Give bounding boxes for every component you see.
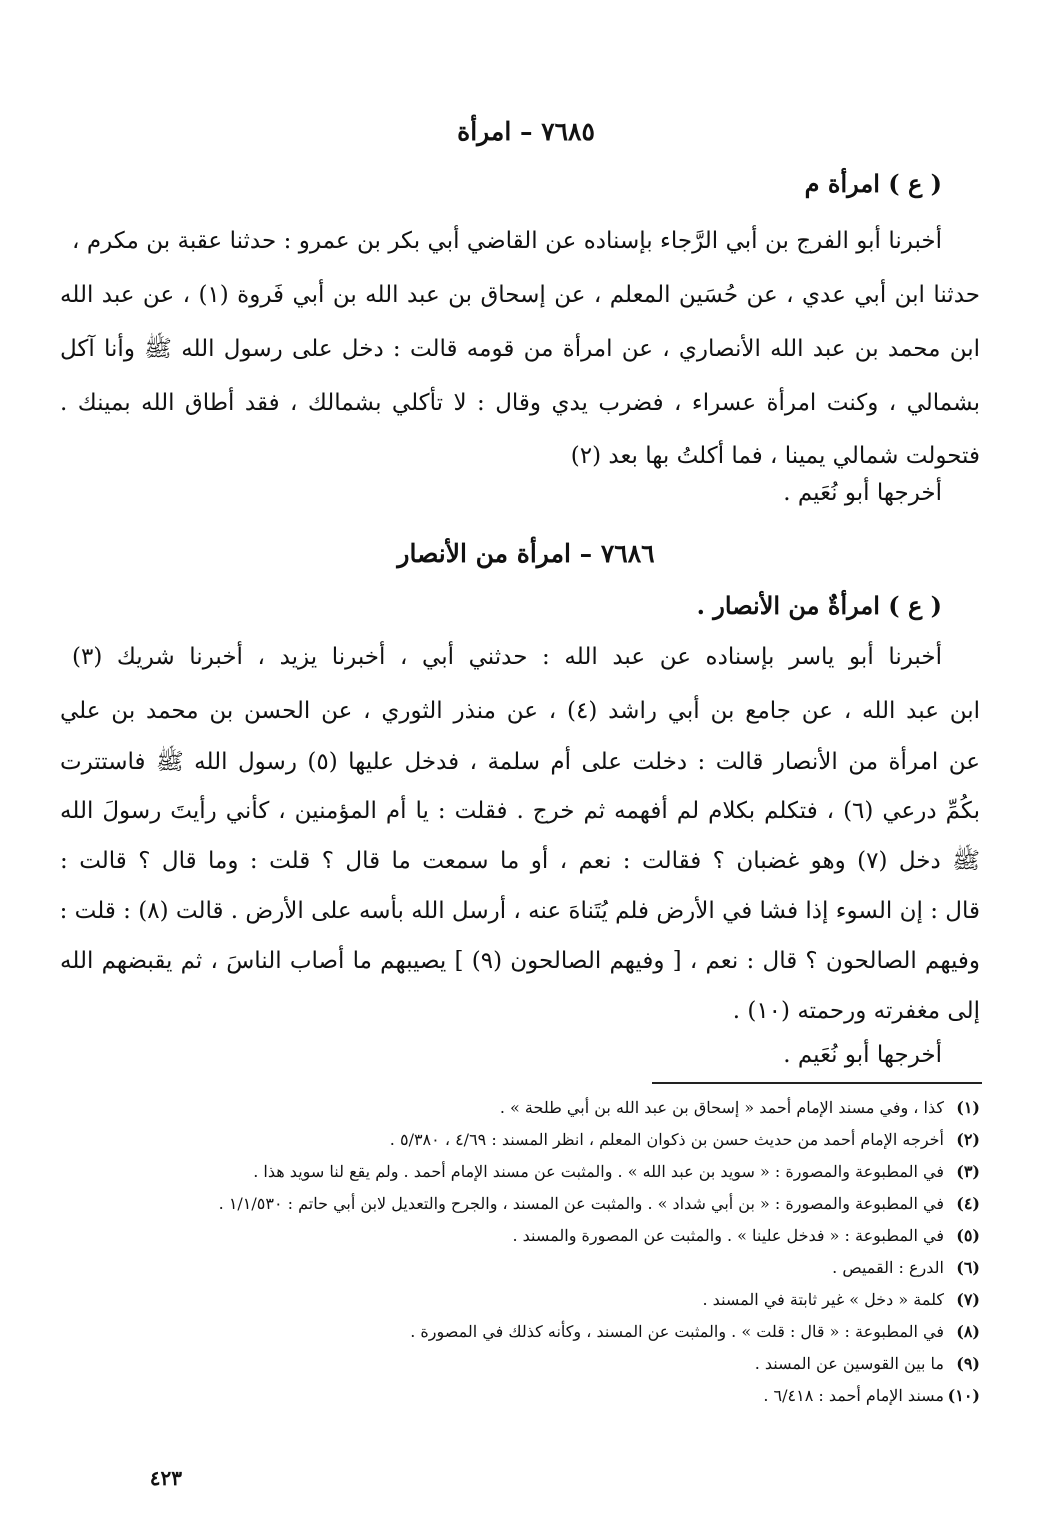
entry-text-line: إلى مغفرته ورحمته (١٠) . [732,998,980,1024]
footnote-number: (٤) [956,1194,980,1213]
footnote-separator [652,1082,982,1084]
entry-text-line: بشمالي ، وكنت امرأة عسراء ، فضرب يدي وقال : لا تأكلي بشمالك ، فقد أطاق الله بمينك . [60,390,980,416]
entry-text-line: فتحولت شمالي يمينا ، فما أكلتُ بها بعد (٢) [570,443,980,469]
entry-text-line: ﷺ دخل (٧) وهو غضبان ؟ فقالت : نعم ، أو ما سمعت ما قال ؟ قلت : وما قال ؟ قالت : [60,848,980,874]
footnote-text: في المطبوعة والمصورة : « بن أبي شداد » . والمثبت عن المسند ، والجرح والتعديل لابن أبي حاتم : ١/١/٥٣٠ . [218,1194,944,1213]
footnote [512,1224,980,1248]
entry-text-line: أخبرنا أبو ياسر بإسناده عن عبد الله : حدثني أبي ، أخبرنا يزيد ، أخبرنا شريك (٣) [72,644,942,670]
footnote-text: في المطبوعة : « قال : قلت » . والمثبت عن المسند ، وكأنه كذلك في المصورة . [410,1322,944,1341]
page-number: ٤٢٣ [149,1466,182,1490]
footnote-number: (٣) [956,1162,980,1181]
entry-credit: أخرجها أبو نُعَيم . [783,480,942,506]
footnote-number: (٩) [956,1354,980,1373]
entry-credit: أخرجها أبو نُعَيم . [783,1042,942,1068]
entry-source-code: ( ع ) امرأةٌ من الأنصار . [696,591,942,620]
entry-text-line: وفيهم الصالحون ؟ قال : نعم ، [ وفيهم الصالحون (٩) ] يصيبهم ما أصاب الناسَ ، ثم يقبضهم الله [60,948,980,974]
footnote [500,1096,980,1120]
footnote-number: (١٠) [947,1386,980,1405]
footnote [763,1384,980,1408]
entry-text-line: ابن عبد الله ، عن جامع بن أبي راشد (٤) ، عن منذر الثوري ، عن الحسن بن محمد بن علي [60,698,981,724]
entry-text-line: أخبرنا أبو الفرج بن أبي الرَّجاء بإسناده عن القاضي أبي بكر بن عمرو : حدثنا عقبة بن مكرم ، [72,228,942,254]
footnote [703,1288,981,1312]
entry-text-line: بكُمِّ درعي (٦) ، فتكلم بكلام لم أفهمه ثم خرج . فقلت : يا أم المؤمنين ، كأني رأيتَ رسولَ الله [60,798,980,824]
footnote-number: (٧) [956,1290,980,1309]
footnote-text: مسند الإمام أحمد : ٦/٤١٨ . [763,1386,944,1405]
footnote [253,1160,980,1184]
footnote [832,1256,980,1280]
footnote-number: (٢) [956,1130,980,1149]
entry-text-line: قال : إن السوء إذا فشا في الأرض فلم يُتَناهَ عنه ، أرسل الله بأسه على الأرض . قالت (٨) : قلت : [59,898,980,924]
entry-text-line: ابن محمد بن عبد الله الأنصاري ، عن امرأة من قومه قالت : دخل على رسول الله ﷺ وأنا آكل [60,336,980,362]
footnote [219,1192,980,1216]
entry-text-line: عن امرأة من الأنصار قالت : دخلت على أم سلمة ، فدخل عليها (٥) رسول الله ﷺ فاستترت [60,749,980,775]
footnote-text: الدرع : القميص . [832,1258,944,1277]
footnote [410,1320,980,1344]
footnote-number: (٦) [956,1258,980,1277]
footnote-number: (١) [956,1098,980,1117]
footnote-text: ما بين القوسين عن المسند . [754,1354,944,1373]
footnote-text: في المطبوعة والمصورة : « سويد بن عبد الله » . والمثبت عن مسند الإمام أحمد . ولم يقع لنا سويد هذا . [253,1162,944,1181]
footnote-text: في المطبوعة : « فدخل علينا » . والمثبت عن المصورة والمسند . [512,1226,944,1245]
footnote-text: أخرجه الإمام أحمد من حديث حسن بن ذكوان المعلم ، انظر المسند : ٤/٦٩ ، ٥/٣٨٠ . [389,1130,944,1149]
entry-source-code: ( ع ) امرأة م [804,169,942,198]
footnote-number: (٥) [956,1226,980,1245]
footnote-text: كذا ، وفي مسند الإمام أحمد « إسحاق بن عبد الله بن أبي طلحة » . [499,1098,944,1117]
footnote-number: (٨) [956,1322,980,1341]
footnote [390,1128,980,1152]
footnote-text: كلمة « دخل » غير ثابتة في المسند . [702,1290,944,1309]
entry-text-line: حدثنا ابن أبي عدي ، عن حُسَين المعلم ، عن إسحاق بن عبد الله بن أبي فَروة (١) ، عن عبد الله [60,282,981,308]
entry-heading: ٧٦٨٥ – امرأة [457,117,595,146]
footnote [755,1352,980,1376]
entry-heading: ٧٦٨٦ – امرأة من الأنصار [397,539,655,568]
